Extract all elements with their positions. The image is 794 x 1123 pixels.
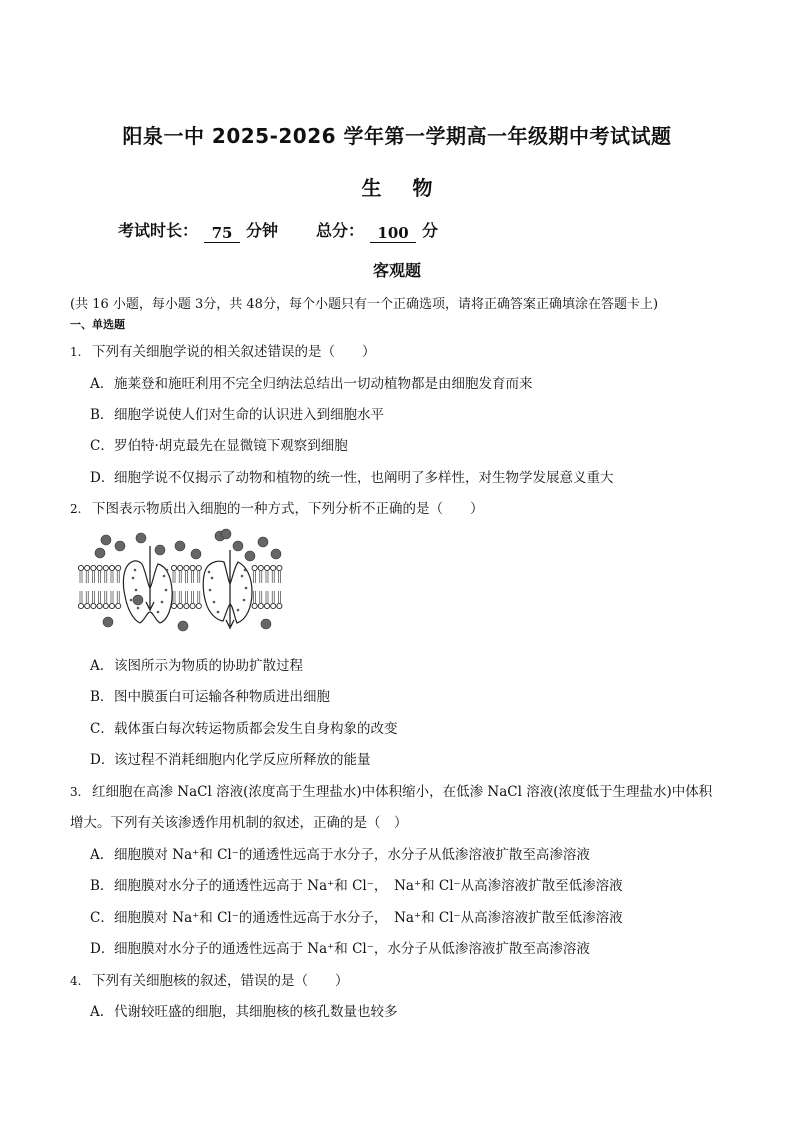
option-text: 该过程不消耗细胞内化学反应所释放的能量 — [114, 752, 371, 768]
option-text: 细胞膜对水分子的通透性远高于 Na⁺和 Cl⁻， Na⁺和 Cl⁻从高渗溶液扩散至低渗溶液 — [114, 878, 623, 894]
exam-title: 阳泉一中 2025-2026 学年第一学期高一年级期中考试试题 — [122, 124, 672, 148]
stipple-dot — [130, 599, 133, 602]
exam-info — [118, 218, 438, 243]
option-letter: D． — [90, 941, 115, 957]
lipid-head — [97, 565, 102, 570]
lipid-head — [264, 565, 269, 570]
lipid-head — [277, 603, 282, 608]
membrane-transport-figure — [78, 528, 283, 638]
lipid-head — [277, 565, 282, 570]
lipid-tail — [173, 571, 175, 583]
lipid-tail — [111, 571, 113, 583]
option-text: 细胞膜对 Na⁺和 Cl⁻的通透性远高于水分子，水分子从低渗溶液扩散至高渗溶液 — [114, 847, 590, 863]
option-text: 代谢较旺盛的细胞，其细胞核的核孔数量也较多 — [114, 1004, 398, 1020]
question-1-option-a — [90, 372, 533, 392]
lipid-head — [103, 565, 108, 570]
question-4-option-a — [90, 1000, 398, 1020]
lipid-head — [97, 603, 102, 608]
lipid-tail — [105, 591, 107, 603]
lipid-head — [78, 603, 83, 608]
lipid-tail — [80, 591, 82, 603]
stipple-dot — [163, 575, 166, 578]
stipple-dot — [243, 599, 246, 602]
question-3-option-b — [90, 874, 623, 894]
option-text: 细胞学说不仅揭示了动物和植物的统一性，也阐明了多样性，对生物学发展意义重大 — [114, 470, 614, 486]
option-letter: B． — [90, 878, 114, 894]
option-letter: B． — [90, 689, 114, 705]
question-4-stem — [70, 969, 349, 989]
stipple-dot — [208, 571, 211, 574]
stipple-dot — [244, 569, 247, 572]
lipid-head — [178, 603, 183, 608]
lipid-tail — [117, 571, 119, 583]
lipid-tail — [192, 591, 194, 603]
stipple-dot — [213, 601, 216, 604]
lipid-head — [184, 603, 189, 608]
option-text: 罗伯特·胡克最先在显微镜下观察到细胞 — [114, 438, 348, 454]
solute-molecule — [155, 545, 165, 555]
lipid-tail — [272, 591, 274, 603]
lipid-tail — [198, 571, 200, 583]
solute-molecule — [136, 533, 146, 543]
lipid-head — [109, 603, 114, 608]
solute-molecule — [133, 595, 143, 605]
solute-molecule — [101, 535, 111, 545]
lipid-head — [78, 565, 83, 570]
question-3-stem — [70, 780, 712, 800]
question-2-option-c — [90, 717, 398, 737]
lipid-tail — [272, 571, 274, 583]
question-1-option-d — [90, 466, 614, 486]
option-text: 细胞学说使人们对生命的认识进入到细胞水平 — [114, 407, 384, 423]
lipid-tail — [185, 591, 187, 603]
lipid-head — [258, 603, 263, 608]
lipid-head — [85, 603, 90, 608]
solute-molecule — [245, 551, 255, 561]
option-letter: C． — [90, 910, 114, 926]
question-text: 下列有关细胞核的叙述，错误的是（ ） — [92, 973, 349, 989]
score-label: 总分： — [316, 221, 365, 240]
option-text: 施莱登和施旺利用不完全归纳法总结出一切动植物都是由细胞发育而来 — [114, 376, 533, 392]
stipple-dot — [237, 609, 240, 612]
lipid-tail — [266, 571, 268, 583]
lipid-tail — [86, 571, 88, 583]
lipid-head — [171, 565, 176, 570]
lipid-head — [258, 565, 263, 570]
solute-molecule — [261, 619, 271, 629]
option-letter: D． — [90, 752, 115, 768]
question-2-stem — [70, 497, 484, 517]
question-3-option-d — [90, 937, 590, 957]
stipple-dot — [211, 577, 214, 580]
question-2-option-a — [90, 654, 303, 674]
question-3-stem-continued: 增大。下列有关该渗透作用机制的叙述，正确的是（ ） — [70, 815, 408, 831]
lipid-head — [196, 565, 201, 570]
lipid-head — [264, 603, 269, 608]
stipple-dot — [209, 589, 212, 592]
question-number: 4. — [70, 974, 82, 988]
lipid-head — [271, 603, 276, 608]
option-text: 该图所示为物质的协助扩散过程 — [114, 658, 303, 674]
option-letter: A. — [90, 658, 105, 674]
section-heading: 客观题 — [372, 261, 421, 280]
lipid-tail — [80, 571, 82, 583]
stipple-dot — [165, 589, 168, 592]
score-value: 100 — [370, 224, 416, 243]
section-instructions: (共 16 小题，每小题 3分，共 48分，每个小题只有一个正确选项，请将正确答案正确填涂在答题卡上) — [70, 297, 659, 312]
lipid-tail — [198, 591, 200, 603]
option-text: 细胞膜对 Na⁺和 Cl⁻的通透性远高于水分子， Na⁺和 Cl⁻从高渗溶液扩散至低渗溶液 — [114, 910, 623, 926]
lipid-head — [116, 565, 121, 570]
question-number: 1. — [70, 345, 82, 359]
question-3-option-c — [90, 906, 623, 926]
option-text: 载体蛋白每次转运物质都会发生自身构象的改变 — [114, 721, 398, 737]
option-letter: A． — [90, 376, 114, 392]
question-1-stem — [70, 340, 376, 360]
lipid-tail — [173, 591, 175, 603]
lipid-head — [252, 603, 257, 608]
time-label: 考试时长： — [118, 221, 199, 240]
lipid-tail — [86, 591, 88, 603]
lipid-tail — [185, 571, 187, 583]
solute-molecule — [175, 541, 185, 551]
lipid-tail — [278, 571, 280, 583]
lipid-head — [116, 603, 121, 608]
question-1-option-b — [90, 403, 384, 423]
lipid-tail — [266, 591, 268, 603]
question-text: 红细胞在高渗 NaCl 溶液(浓度高于生理盐水)中体积缩小，在低渗 NaCl 溶液(浓度低于生理盐水)中体积 — [92, 784, 713, 800]
lipid-tail — [254, 591, 256, 603]
option-text: 图中膜蛋白可运输各种物质进出细胞 — [114, 689, 330, 705]
lipid-tail — [92, 571, 94, 583]
solute-molecule — [271, 549, 281, 559]
lipid-tail — [117, 591, 119, 603]
question-3-option-a — [90, 843, 590, 863]
lipid-head — [103, 603, 108, 608]
lipid-head — [85, 565, 90, 570]
question-number: 2. — [70, 502, 82, 516]
solute-molecule — [233, 541, 243, 551]
lipid-tail — [260, 571, 262, 583]
option-letter: A. — [90, 1004, 105, 1020]
lipid-tail — [179, 591, 181, 603]
stipple-dot — [161, 601, 164, 604]
question-text: 下图表示物质出入细胞的一种方式，下列分析不正确的是（ ） — [92, 501, 484, 517]
solute-molecule — [103, 617, 113, 627]
lipid-tail — [111, 591, 113, 603]
option-letter: A. — [90, 847, 105, 863]
lipid-tail — [192, 571, 194, 583]
option-letter: B． — [90, 407, 114, 423]
solute-molecule — [95, 548, 105, 558]
solute-molecule — [221, 529, 231, 539]
lipid-tail — [179, 571, 181, 583]
solute-molecule — [258, 537, 268, 547]
solute-molecule — [115, 541, 125, 551]
option-letter: C． — [90, 721, 114, 737]
option-text: 细胞膜对水分子的通透性远高于 Na⁺和 Cl⁻，水分子从低渗溶液扩散至高渗溶液 — [114, 941, 590, 957]
lipid-head — [190, 565, 195, 570]
lipid-tail — [99, 591, 101, 603]
question-2-option-d — [90, 748, 371, 768]
score-unit: 分 — [422, 221, 439, 240]
lipid-head — [252, 565, 257, 570]
time-value: 75 — [204, 224, 240, 243]
lipid-tail — [278, 591, 280, 603]
carrier-protein-left — [123, 561, 172, 623]
lipid-tail — [99, 571, 101, 583]
lipid-head — [190, 603, 195, 608]
subject-title: 生 物 — [361, 176, 445, 200]
question-text: 下列有关细胞学说的相关叙述错误的是（ ） — [92, 344, 376, 360]
lipid-head — [196, 603, 201, 608]
stipple-dot — [245, 587, 248, 590]
lipid-head — [178, 565, 183, 570]
stipple-dot — [217, 611, 220, 614]
solute-molecule — [191, 549, 201, 559]
lipid-head — [91, 565, 96, 570]
time-unit: 分钟 — [246, 221, 279, 240]
question-number: 3. — [70, 785, 82, 799]
lipid-head — [184, 565, 189, 570]
stipple-dot — [134, 569, 137, 572]
stipple-dot — [166, 569, 169, 572]
lipid-tail — [260, 591, 262, 603]
lipid-head — [171, 603, 176, 608]
stipple-dot — [241, 575, 244, 578]
lipid-head — [109, 565, 114, 570]
section-sub-heading: 一、单选题 — [70, 318, 125, 331]
lipid-head — [271, 565, 276, 570]
stipple-dot — [135, 589, 138, 592]
lipid-tail — [254, 571, 256, 583]
solute-molecule — [178, 621, 188, 631]
question-1-option-c — [90, 434, 348, 454]
stipple-dot — [132, 577, 135, 580]
lipid-tail — [105, 571, 107, 583]
question-2-option-b — [90, 685, 330, 705]
stipple-dot — [157, 611, 160, 614]
lipid-tail — [92, 591, 94, 603]
lipid-head — [91, 603, 96, 608]
option-letter: D． — [90, 470, 115, 486]
stipple-dot — [137, 607, 140, 610]
option-letter: C． — [90, 438, 114, 454]
